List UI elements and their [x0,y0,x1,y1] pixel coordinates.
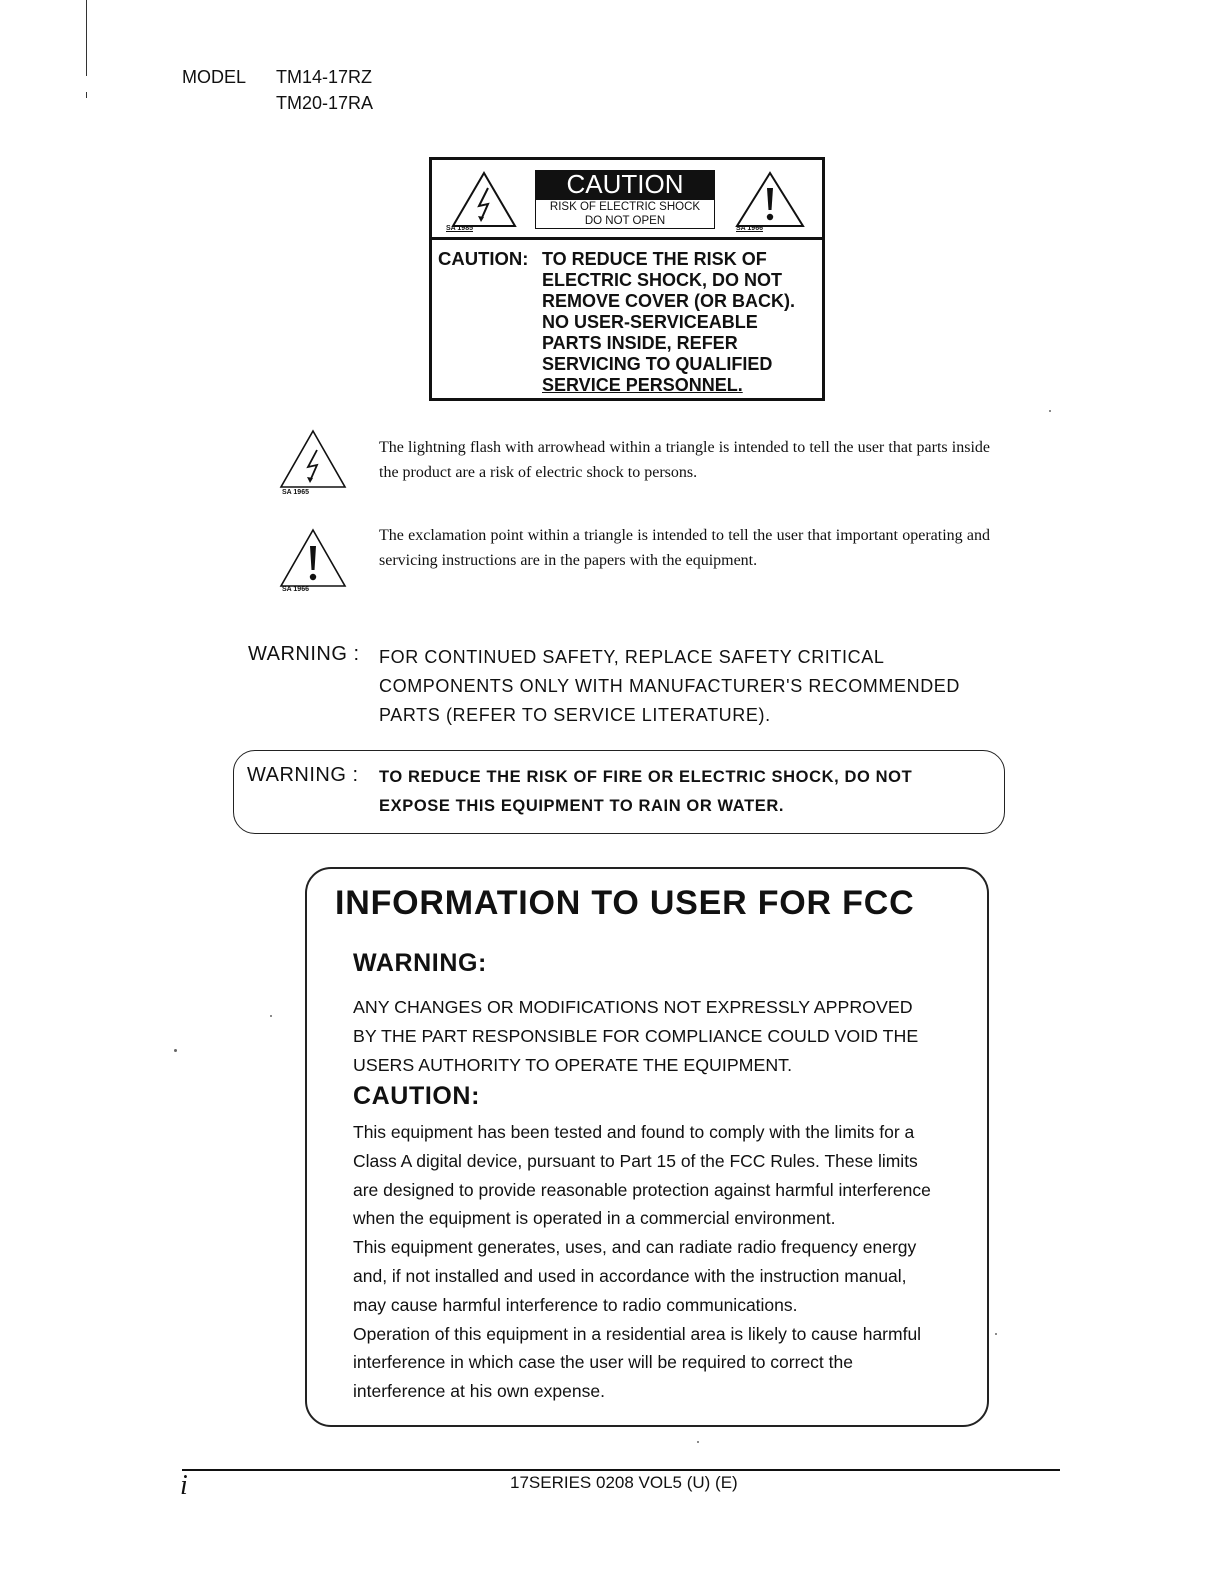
caution-line: PARTS INSIDE, REFER [542,333,738,353]
rain-warning-line: TO REDUCE THE RISK OF FIRE OR ELECTRIC SHOCK, DO NOT [379,768,913,786]
fcc-info-box [305,867,989,1427]
fcc-caution-line: Class A digital device, pursuant to Part 15 of the FCC Rules. These limits [353,1150,918,1171]
caution-line: ELECTRIC SHOCK, DO NOT [542,270,783,290]
model-number-2: TM20-17RA [276,93,374,113]
warning-text [379,643,960,730]
warning-label: WARNING : [248,643,360,665]
sa-right-label: SA 1966 [736,225,763,232]
model-number-1: TM14-17RZ [276,67,373,87]
fcc-warning-heading: WARNING: [353,949,487,977]
fcc-caution-text [353,1118,973,1406]
model-block [182,64,373,116]
rain-warning-text [379,763,912,821]
exclamation-sa-label: SA 1966 [282,586,309,593]
lightning-triangle-icon [450,170,518,228]
fcc-caution-line: when the equipment is operated in a commercial environment. [353,1208,836,1229]
lightning-symbol-icon [278,428,348,490]
fcc-caution-line: and, if not installed and used in accordance with the instruction manual, [353,1265,907,1286]
fcc-caution-line: may cause harmful interference to radio communications. [353,1294,798,1315]
fcc-title: INFORMATION TO USER FOR FCC [335,884,915,922]
scan-speck [270,1015,272,1017]
model-label: MODEL [182,67,247,87]
fcc-caution-line: are designed to provide reasonable protection against harmful interference [353,1179,931,1200]
fcc-caution-heading: CAUTION: [353,1082,481,1110]
exclamation-symbol-icon [278,527,348,589]
fcc-caution-line: interference at his own expense. [353,1381,605,1402]
scan-speck [174,1049,177,1052]
risk-line-2: DO NOT OPEN [584,215,666,227]
margin-line [86,0,87,76]
caution-line: TO REDUCE THE RISK OF [542,249,767,269]
risk-box [535,199,715,229]
fcc-warning-line: ANY CHANGES OR MODIFICATIONS NOT EXPRESSLY APPROVED [353,997,913,1017]
exclamation-triangle-icon [734,170,806,228]
page-number: i [180,1470,188,1501]
fcc-warning-text [353,993,973,1079]
caution-line: SERVICE PERSONNEL. [542,375,743,395]
risk-line-1: RISK OF ELECTRIC SHOCK [549,201,701,213]
fcc-caution-line: interference in which case the user will be required to correct the [353,1352,853,1373]
caution-line: NO USER-SERVICEABLE [542,312,758,332]
sa-left-label: SA 1985 [446,225,473,232]
warning-line: FOR CONTINUED SAFETY, REPLACE SAFETY CRITICAL [379,647,885,667]
lightning-explanation: The lightning flash with arrowhead within a triangle is intended to tell the user that parts inside the product are a risk of electric shock to persons. [379,439,990,481]
caution-header [432,160,822,240]
scan-speck [1049,410,1051,412]
lightning-sa-label: SA 1965 [282,489,309,496]
fcc-warning-line: BY THE PART RESPONSIBLE FOR COMPLIANCE COULD VOID THE [353,1025,919,1046]
footer-rule [182,1469,1060,1471]
caution-line: REMOVE COVER (OR BACK). [542,291,796,311]
warning-line: COMPONENTS ONLY WITH MANUFACTURER'S RECOMMENDED [379,676,960,696]
fcc-warning-line: USERS AUTHORITY TO OPERATE THE EQUIPMENT. [353,1054,793,1075]
series-code: 17SERIES 0208 VOL5 (U) (E) [510,1473,738,1492]
fcc-caution-line: Operation of this equipment in a residential area is likely to cause harmful [353,1323,922,1344]
exclamation-explanation: The exclamation point within a triangle is intended to tell the user that important operating and servicing instructions are in the papers with the equipment. [379,527,990,569]
caution-line: SERVICING TO QUALIFIED [542,354,773,374]
scan-speck [995,1333,997,1335]
scan-speck [697,1441,699,1443]
fcc-caution-line: This equipment has been tested and found to comply with the limits for a [353,1122,915,1142]
caution-text [542,249,820,396]
rain-warning-label: WARNING : [247,764,359,786]
caution-label: CAUTION: [438,248,529,269]
warning-line: PARTS (REFER TO SERVICE LITERATURE). [379,705,771,725]
rain-warning-line: EXPOSE THIS EQUIPMENT TO RAIN OR WATER. [379,797,785,815]
fcc-caution-line: This equipment generates, uses, and can radiate radio frequency energy [353,1237,917,1258]
caution-label-box [429,157,825,401]
margin-line [86,92,87,98]
caution-banner: CAUTION [535,170,715,199]
